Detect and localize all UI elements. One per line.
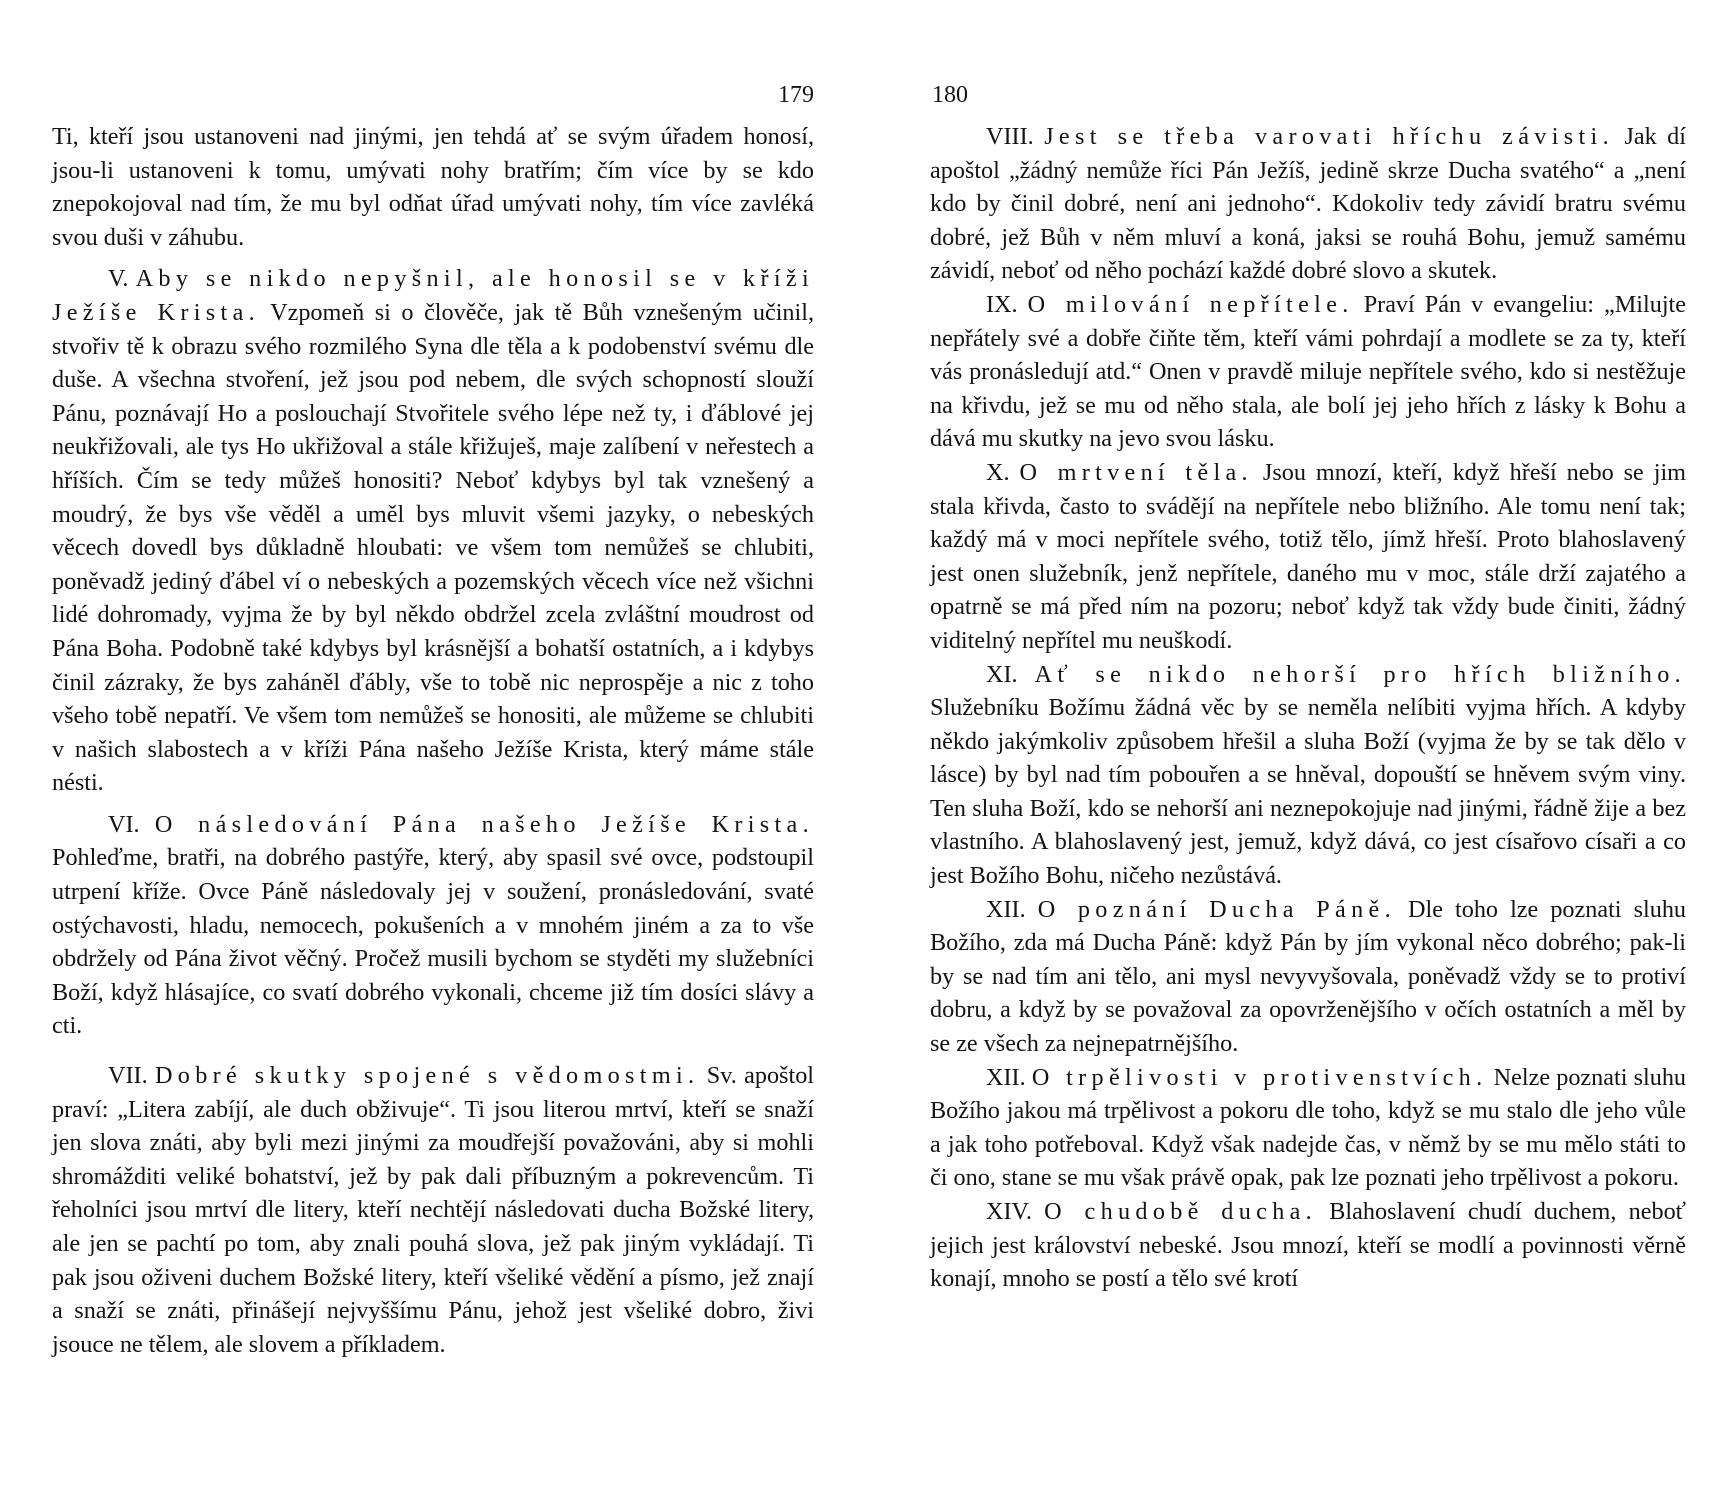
paragraph: [930, 288, 1686, 456]
section-number: XIV.: [986, 1198, 1032, 1225]
section-number: VII.: [108, 1062, 148, 1090]
right-page: [930, 0, 1686, 1296]
paragraph-text: Pohleďme, bratři, na dobrého pastýře, který, aby spasil své ovce, podstoupil utrpení kříže. Ovce Páně následovaly jej v soužení, pronásledování, svaté ostýchavosti, hladu, nemocech, pokušeních a v mnohém jiném a za to vše obdržely od Pána život věčný. Pročež musili bychom se styděti my služebníci Boží, když hlásajíce, co svatí dobrého vykonali, chceme již tím dosíci slávy a cti.: [52, 844, 814, 1040]
section-heading: O mrtvení těla.: [1019, 458, 1253, 486]
section-number: VIII.: [986, 123, 1034, 150]
section-heading: O poznání Ducha Páně.: [1037, 895, 1396, 923]
section-number: XII.: [986, 895, 1026, 923]
section-heading: O chudobě ducha.: [1044, 1198, 1318, 1225]
section-number: VI.: [108, 810, 140, 838]
paragraph: [930, 1195, 1686, 1296]
paragraph-text: Praví Pán v evangeliu: „Milujte nepřátely své a dobře čiňte těm, kteří vámi pohrdají a modlete se za ty, kteří vás pronásledují atd.“ Onen v pravdě miluje nepřítele svého, kdo si nestěžuje na křivdu, jež se mu od něho stala, ale bolí jej jeho hřích z lásky k Bohu a dává mu skutky na jevo svou lásku.: [930, 290, 1686, 453]
section-heading: Jest se třeba varovati hříchu závisti.: [1044, 123, 1614, 150]
paragraph: [930, 1061, 1686, 1195]
paragraph: [52, 120, 814, 254]
paragraph: [930, 456, 1686, 658]
section-number: V.: [108, 265, 129, 293]
section-number: IX.: [986, 290, 1018, 318]
section-heading: Aby se nikdo nepyšnil, ale honosil se v kříži Ježíše Krista.: [52, 265, 814, 326]
section-heading: O trpělivosti v protivenstvích.: [1031, 1063, 1488, 1091]
section-heading: Ať se nikdo nehorší pro hřích bližního.: [1034, 660, 1686, 688]
paragraph-text: Jak dí apoštol „žádný nemůže říci Pán Ježíš, jedině skrze Ducha svatého“ a „není kdo by činil dobré, není ani jednoho“. Kdokoliv tedy závidí bratru svému dobré, jež Bůh v něm mluví a koná, jaksi se rouhá Bohu, jemuž samému závidí, neboť od něho pochází každé dobré slovo a skutek.: [930, 123, 1687, 285]
paragraph-text: Vzpomeň si o člověče, jak tě Bůh vznešeným učinil, stvořiv tě k obrazu svého rozmilého Syna dle těla a k podobenství svému dle duše. A všechna stvoření, jež jsou pod nebem, dle svých schopností slouží Pánu, poznávají Ho a poslouchají Stvořitele svého lépe než ty, i ďáblové jej neukřižovali, ale tys Ho ukřižoval a stále křižuješ, maje zalíbení v neřestech a hříších. Čím se tedy můžeš honositi? Neboť kdybys byl tak vznešený a moudrý, že bys vše věděl a uměl bys mluvit všemi jazyky, o nebeských věcech dovedl bys důkladně hloubati: ve všem tom nemůžeš se chlubiti, poněvadž jediný ďábel ví o nebeských a pozemských věcech více než všichni lidé dohromady, vyjma že by byl někdo obdržel zcela zvláštní moudrost od Pána Boha. Podobně také kdybys byl krásnější a bohatší ostatních, a i kdybys činil zázraky, že bys zaháněl ďábly, vše to tobě nic neprospěje a nic z toho všeho tobě nepatří. Ve všem tom nemůžeš se honositi, ale můžeme se chlubiti v našich slabostech a v kříži Pána našeho Ježíše Krista, který máme stále nésti.: [52, 298, 814, 797]
page-number: 180: [932, 82, 968, 108]
section-heading: Dobré skutky spojené s vědomostmi.: [155, 1062, 700, 1090]
left-page: [52, 0, 814, 1361]
paragraph: [930, 658, 1686, 893]
page-text: [930, 120, 1686, 1296]
paragraph: [930, 893, 1686, 1061]
paragraph-text: Jsou mnozí, kteří, když hřeší nebo se jim stala křivda, často to svádějí na nepřítele nebo bližního. Ale tomu není tak; každý má v moci nepřítele svého, totiž tělo, jímž hřeší. Proto blahoslavený jest onen služebník, jenž nepřítele, daného mu v moc, stále drží zajatého a opatrně se má před ním na pozoru; neboť když tak vždy bude činiti, žádný viditelný nepřítel mu neuškodí.: [930, 458, 1686, 654]
paragraph-text: Sv. apoštol praví: „Litera zabíjí, ale duch obživuje“. Ti jsou literou mrtví, kteří se snaží jen slova znáti, aby byli mezi jinými za moudřejší považováni, aby si mohli shromážditi veliké bohatství, jež by pak dali příbuzným a pokrevencům. Ti řeholníci jsou mrtví dle litery, kteří nechtějí následovati ducha Božské litery, ale jen se pachtí po tom, aby znali pouhá slova, jež pak jiným vykládají. Ti pak jsou oživeni duchem Božské litery, kteří všeliké vědění a písmo, jež znají a snaží se znáti, přinášejí nejvyššímu Pánu, jehož jest všeliké dobro, živi jsouce ne tělem, ale slovem a příkladem.: [52, 1062, 815, 1358]
page-text: [52, 120, 814, 1361]
section-heading: O následování Pána našeho Ježíše Krista.: [154, 810, 814, 838]
paragraph-text: Ti, kteří jsou ustanoveni nad jinými, jen tehdá ať se svým úřadem honosí, jsou-li ustanoveni k tomu, umývati nohy bratřím; čím více by se kdo znepokojoval nad tím, že mu byl odňat úřad umývati nohy, tím více zavléká svou duši v záhubu.: [52, 123, 814, 251]
section-number: X.: [986, 458, 1010, 486]
paragraph: [52, 262, 814, 800]
section-number: XI.: [986, 660, 1018, 688]
paragraph-text: Blahoslavení chudí duchem, neboť jejich jest království nebeské. Jsou mnozí, kteří se modlí a povinnosti věrně konají, mnoho se postí a tělo své krotí: [930, 1198, 1687, 1293]
section-heading: O milování nepřítele.: [1027, 290, 1354, 318]
page-number: 179: [778, 82, 814, 108]
paragraph-text: Služebníku Božímu žádná věc by se neměla nelíbiti vyjma hřích. A kdyby někdo jakýmkoliv způsobem hřešil a sluha Boží (vyjma že by se tak dělo v lásce) by byl nad tím pobouřen a se hněval, dopouští se hněvem svým viny. Ten sluha Boží, kdo se nehorší ani neznepokojuje nad jinými, řádně žije a bez vlastního. A blahoslavený jest, jemuž, když dává, co jest císařovo císaři a co jest Božího Bohu, ničeho nezůstává.: [930, 694, 1686, 890]
paragraph-text: Dle toho lze poznati sluhu Božího, zda má Ducha Páně: když Pán by jím vykonal něco dobrého; pak-li by se nad tím ani tělo, ani mysl nevyvyšovala, poněvadž vždy se to protiví dobru, a když by se považoval za opovrženějšího v očích ostatních a měl by se ze všech za nejnepatrnějšího.: [930, 895, 1687, 1058]
paragraph: [52, 808, 814, 1043]
section-number: XII.: [986, 1063, 1026, 1091]
paragraph: [52, 1059, 814, 1361]
paragraph: [930, 120, 1686, 288]
paragraph-text: Nelze poznati sluhu Božího jakou má trpělivost a pokoru dle toho, když se mu stalo dle jeho vůle a jak toho potřeboval. Když však nadejde čas, v němž by se mu mělo státi to či ono, stane se mu však právě opak, pak lze poznati jeho trpělivost a pokoru.: [930, 1063, 1687, 1192]
